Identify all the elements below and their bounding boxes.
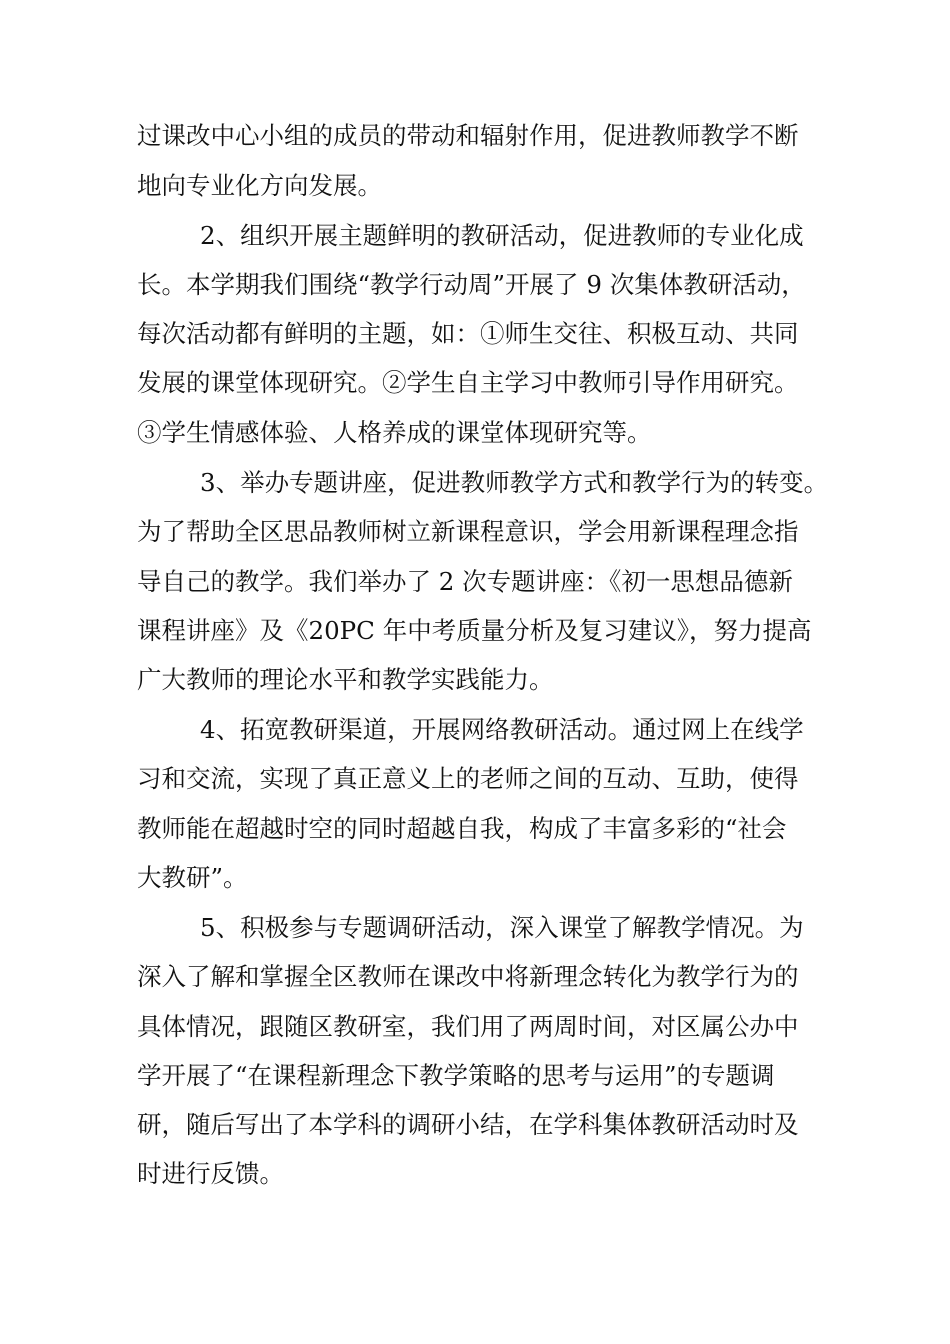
paragraph-line <box>0 806 950 852</box>
paragraph-line <box>0 213 950 259</box>
paragraph-line <box>0 559 950 605</box>
paragraph-line <box>0 509 950 555</box>
line-text: 3、举办专题讲座，促进教师教学方式和教学行为的转变。 <box>200 468 829 497</box>
line-text: 习和交流，实现了真正意义上的老师之间的互动、互助，使得 <box>137 764 799 793</box>
paragraph-line <box>0 360 950 406</box>
paragraph-line <box>0 262 950 308</box>
line-text: 具体情况，跟随区教研室，我们用了两周时间，对区属公办中 <box>137 1012 799 1041</box>
line-text: 课程讲座》及《20PC 年中考质量分析及复习建议》，努力提高 <box>137 616 812 645</box>
paragraph-line <box>0 756 950 802</box>
line-text: 大教研”。 <box>137 863 248 892</box>
paragraph-line <box>0 410 950 456</box>
line-text: 为了帮助全区思品教师树立新课程意识，学会用新课程理念指 <box>137 517 799 546</box>
paragraph-line <box>0 707 950 753</box>
paragraph-line <box>0 905 950 951</box>
paragraph-line <box>0 954 950 1000</box>
line-text: 长。本学期我们围绕“教学行动周”开展了 9 次集体教研活动， <box>137 270 806 299</box>
line-text: 过课改中心小组的成员的带动和辐射作用，促进教师教学不断 <box>137 121 799 150</box>
line-text: 5、积极参与专题调研活动，深入课堂了解教学情况。为 <box>200 913 804 942</box>
line-text: 2、组织开展主题鲜明的教研活动，促进教师的专业化成 <box>200 221 804 250</box>
line-text: ③学生情感体验、人格养成的课堂体现研究等。 <box>137 418 652 447</box>
paragraph-line <box>0 608 950 654</box>
paragraph-line <box>0 1053 950 1099</box>
line-text: 教师能在超越时空的同时超越自我，构成了丰富多彩的“社会 <box>137 814 787 843</box>
line-text: 发展的课堂体现研究。②学生自主学习中教师引导作用研究。 <box>137 368 799 397</box>
paragraph-line <box>0 1004 950 1050</box>
line-text: 时进行反馈。 <box>137 1159 284 1188</box>
paragraph-line <box>0 460 950 506</box>
paragraph-line <box>0 311 950 357</box>
line-text: 地向专业化方向发展。 <box>137 171 382 200</box>
line-text: 学开展了“在课程新理念下教学策略的思考与运用”的专题调 <box>137 1061 775 1090</box>
paragraph-line <box>0 657 950 703</box>
line-text: 广大教师的理论水平和教学实践能力。 <box>137 665 554 694</box>
paragraph-line <box>0 855 950 901</box>
paragraph-line <box>0 113 950 159</box>
line-text: 研，随后写出了本学科的调研小结，在学科集体教研活动时及 <box>137 1110 799 1139</box>
line-text: 深入了解和掌握全区教师在课改中将新理念转化为教学行为的 <box>137 962 799 991</box>
line-text: 导自己的教学。我们举办了 2 次专题讲座：《初一思想品德新 <box>137 567 793 596</box>
line-text: 4、拓宽教研渠道，开展网络教研活动。通过网上在线学 <box>200 715 804 744</box>
line-text: 每次活动都有鲜明的主题，如：①师生交往、积极互动、共同 <box>137 319 799 348</box>
paragraph-line <box>0 163 950 209</box>
paragraph-line <box>0 1102 950 1148</box>
paragraph-line <box>0 1151 950 1197</box>
